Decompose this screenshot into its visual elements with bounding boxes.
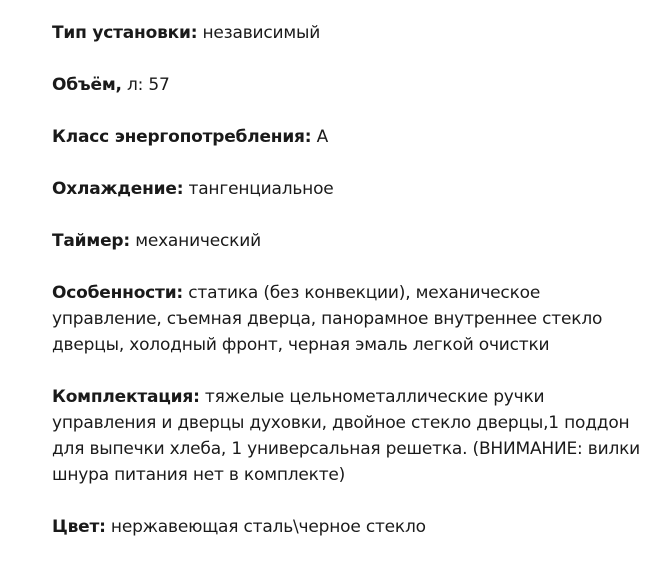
- spec-label: Цвет:: [52, 517, 106, 537]
- spec-value: нержавеющая сталь\черное стекло: [105, 517, 426, 537]
- spec-label: Охлаждение:: [52, 179, 184, 199]
- spec-value: тяжелые цельнометаллические ручки управления и дверцы духовки, двойное стекло дверцы,1 поддон для выпечки хлеба, 1 универсальная решетка. (ВНИМАНИЕ: вилки шнура питания нет в комплекте): [52, 387, 641, 485]
- spec-features: [52, 280, 642, 358]
- spec-value: механический: [129, 231, 261, 251]
- spec-label: Объём,: [52, 75, 122, 95]
- spec-label: Класс энергопотребления:: [52, 127, 312, 147]
- spec-color: [52, 514, 642, 540]
- spec-cooling: [52, 176, 642, 202]
- spec-value: независимый: [197, 23, 321, 43]
- spec-value: статика (без конвекции), механическое управление, съемная дверца, панорамное внутреннее стекло дверцы, холодный фронт, черная эмаль легкой очистки: [52, 283, 603, 355]
- spec-timer: [52, 228, 642, 254]
- spec-energy-class: [52, 124, 642, 150]
- spec-label: Тип установки:: [52, 23, 198, 43]
- spec-value: А: [311, 127, 329, 147]
- spec-label: Особенности:: [52, 283, 184, 303]
- spec-volume: [52, 72, 642, 98]
- spec-label: Таймер:: [52, 231, 130, 251]
- spec-installation-type: [52, 20, 642, 46]
- spec-label: Комплектация:: [52, 387, 200, 407]
- spec-package-contents: [52, 384, 642, 488]
- spec-value: тангенциальное: [183, 179, 334, 199]
- product-specifications: [52, 20, 642, 540]
- spec-value: л: 57: [121, 75, 170, 95]
